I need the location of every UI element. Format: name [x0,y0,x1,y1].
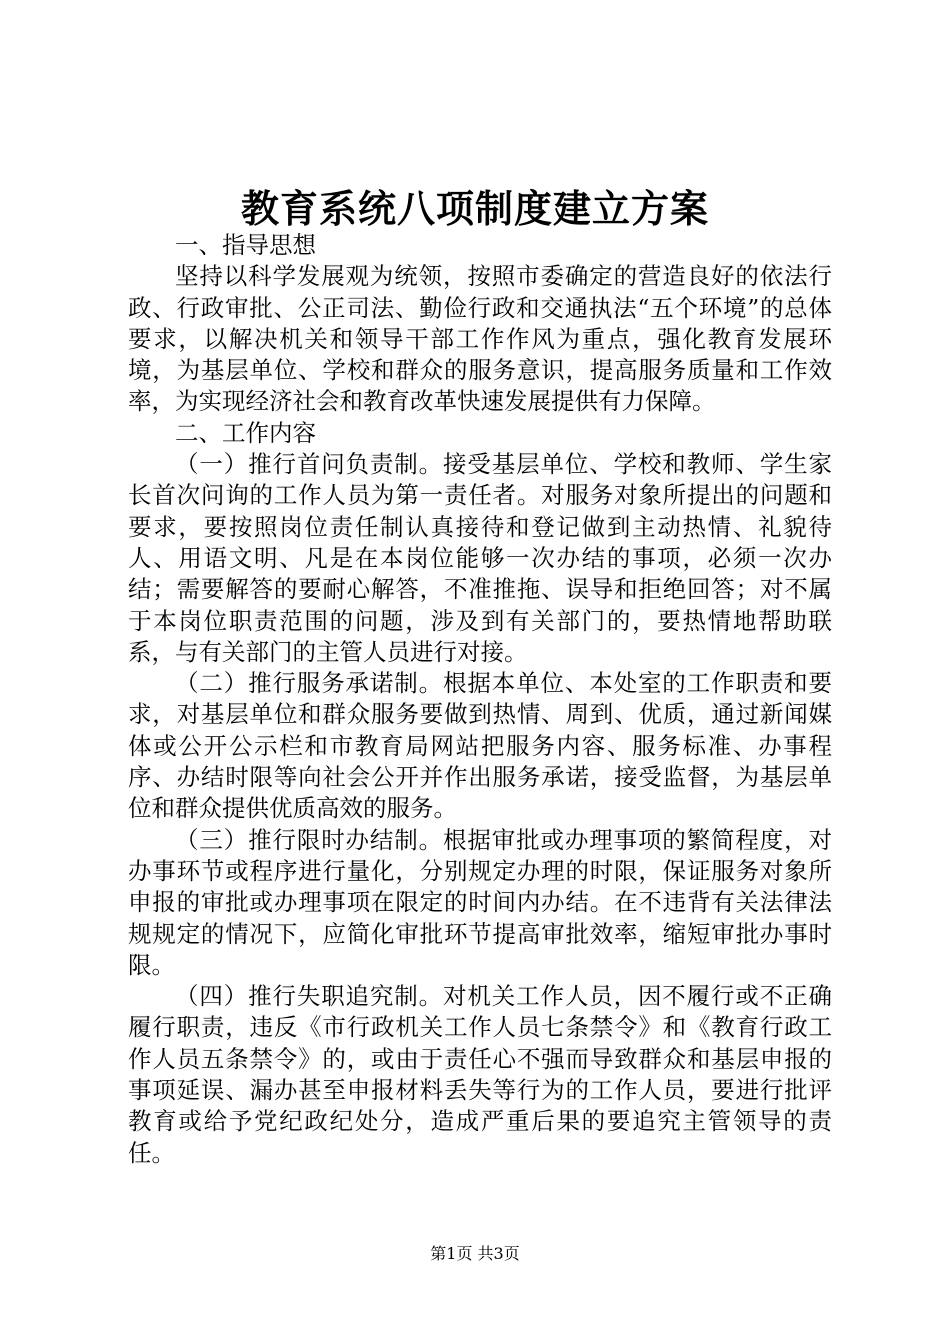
work-item-first-inquiry: （一）推行首问负责制。接受基层单位、学校和教师、学生家长首次问询的工作人员为第一责任者。对服务对象所提出的问题和要求，要按照岗位责任制认真接待和登记做到主动热情、礼貌待人、用语文明、凡是在本岗位能够一次办结的事项，必须一次办结；需要解答的要耐心解答，不准推拖、误导和拒绝回答；对不属于本岗位职责范围的问题，涉及到有关部门的，要热情地帮助联系，与有关部门的主管人员进行对接。 [128,450,832,666]
work-item-accountability: （四）推行失职追究制。对机关工作人员，因不履行或不正确履行职责，违反《市行政机关工作人员七条禁令》和《教育行政工作人员五条禁令》的，或由于责任心不强而导致群众和基层申报的事项延误、漏办甚至申报材料丢失等行为的工作人员，要进行批评教育或给予党纪政纪处分，造成严重后果的要追究主管领导的责任。 [128,982,832,1167]
section-heading-work-content: 二、工作内容 [175,418,316,447]
guiding-ideology-paragraph: 坚持以科学发展观为统领，按照市委确定的营造良好的依法行政、行政审批、公正司法、勤俭行政和交通执法“五个环境”的总体要求，以解决机关和领导干部工作作风为重点，强化教育发展环境，为基层单位、学校和群众的服务意识，提高服务质量和工作效率，为实现经济社会和教育改革快速发展提供有力保障。 [128,262,832,416]
document-title: 教育系统八项制度建立方案 [240,186,709,231]
page-footer: 第1页 共3页 [430,1244,520,1263]
document-body [128,230,832,1169]
work-item-time-limit: （三）推行限时办结制。根据审批或办理事项的繁简程度，对办事环节或程序进行量化，分别规定办理的时限，保证服务对象所申报的审批或办理事项在限定的时间内办结。在不违背有关法律法规规定的情况下，应简化审批环节提高审批效率，缩短审批办事时限。 [128,825,832,979]
section-heading-guiding-ideology: 一、指导思想 [175,231,316,259]
work-item-service-commitment: （二）推行服务承诺制。根据本单位、本处室的工作职责和要求，对基层单位和群众服务要做到热情、周到、优质，通过新闻媒体或公开公示栏和市教育局网站把服务内容、服务标准、办事程序、办结时限等向社会公开并作出服务承诺，接受监督，为基层单位和群众提供优质高效的服务。 [128,669,832,823]
